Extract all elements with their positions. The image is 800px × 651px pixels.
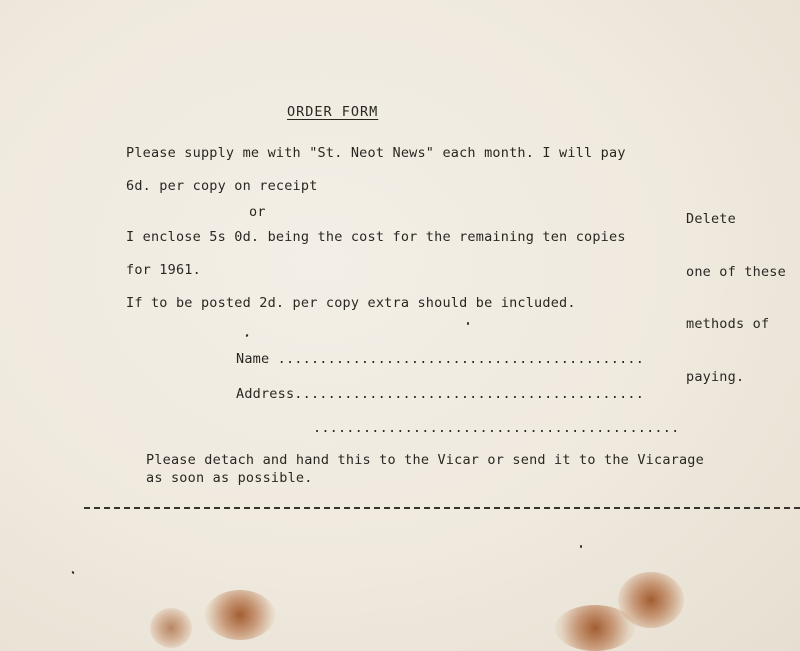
stain-mark (618, 572, 684, 628)
address-field-line-2[interactable]: ............................................ (313, 420, 680, 436)
side-note-line: Delete (686, 211, 736, 228)
postage-text: If to be posted 2d. per copy extra should be included. (126, 295, 576, 311)
ink-speck (580, 545, 582, 548)
ink-speck (245, 334, 248, 338)
address-field[interactable]: Address.......................................... (236, 386, 645, 402)
side-note-line: methods of (686, 316, 770, 333)
side-note-line: paying. (686, 369, 745, 386)
payment-option-receipt: 6d. per copy on receipt (126, 178, 318, 194)
ink-speck (71, 571, 74, 575)
form-title: ORDER FORM (287, 104, 379, 120)
detach-dashed-line (84, 507, 800, 509)
supply-text: Please supply me with "St. Neot News" each month. I will pay (126, 145, 626, 161)
stain-mark (150, 608, 192, 648)
stain-mark (205, 590, 275, 640)
ink-speck (467, 322, 469, 325)
or-separator: or (249, 204, 266, 220)
side-note-line: one of these (686, 263, 786, 280)
side-note (686, 176, 786, 422)
detach-instruction: Please detach and hand this to the Vicar or send it to the Vicarage (146, 452, 704, 468)
detach-instruction-continued: as soon as possible. (146, 470, 313, 486)
name-field[interactable]: Name ............................................ (236, 351, 645, 367)
payment-option-enclose: I enclose 5s 0d. being the cost for the remaining ten copies (126, 229, 626, 245)
year-text: for 1961. (126, 262, 201, 278)
